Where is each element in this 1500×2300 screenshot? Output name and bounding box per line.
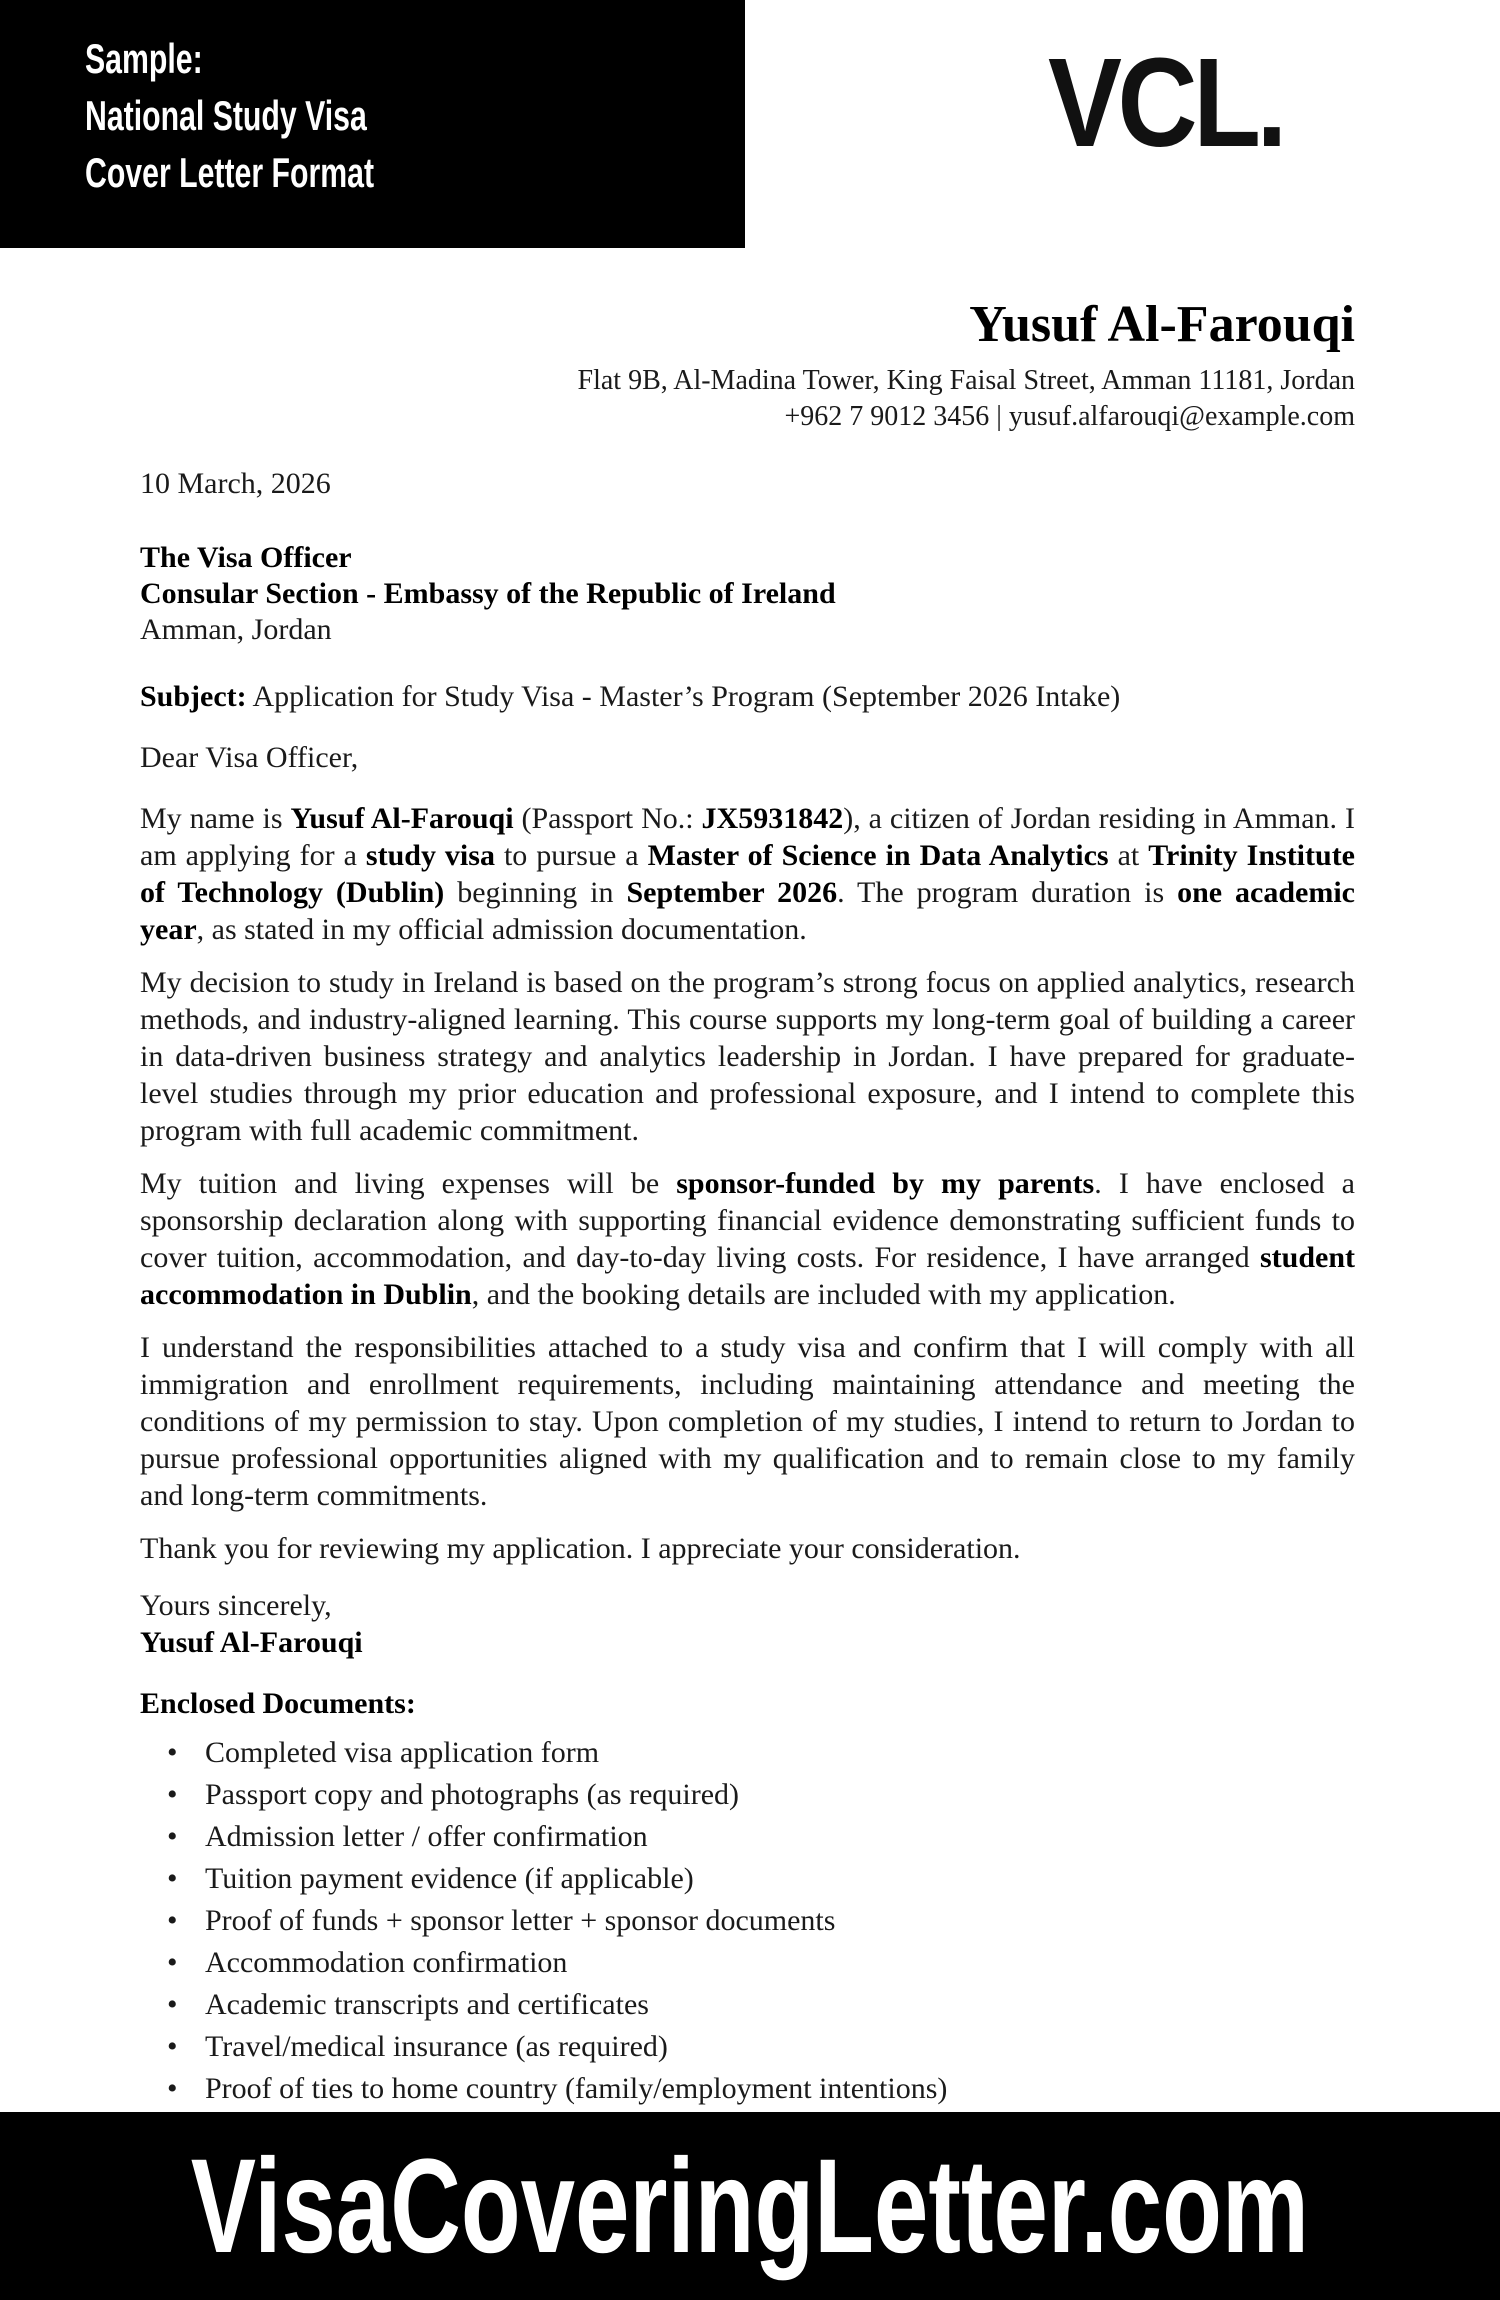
- closing-line: Yours sincerely,: [140, 1589, 332, 1622]
- paragraph-4: I understand the responsibilities attached to a study visa and confirm that I will comply with all immigration and enrollment requirements, including maintaining attendance and meeting the conditions of my permission to stay. Upon completion of my studies, I intend to return to Jordan to pursue professional opportunities aligned with my qualification and to remain close to my family and long-term commitments.: [140, 1331, 1355, 1512]
- bullet-icon: •: [167, 1946, 178, 1979]
- list-item-text: Proof of funds + sponsor letter + sponsor documents: [205, 1904, 836, 1937]
- banner-line-3: Cover Letter Format: [85, 149, 375, 196]
- signature-name: Yusuf Al-Farouqi: [140, 1626, 363, 1659]
- list-item: [140, 1900, 1355, 1942]
- list-item: [140, 1732, 1355, 1774]
- paragraph-1: My name is Yusuf Al-Farouqi (Passport No.: JX5931842), a citizen of Jordan residing in Amman. I am applying for a study visa to pursue a Master of Science in Data Analytics at Trinity Institute of Technology (Dublin) beginning in September 2026. The program duration is one academic year, as stated in my official admission documentation.: [140, 802, 1355, 946]
- list-item: [140, 1942, 1355, 1984]
- sender-block: [140, 0, 1355, 435]
- vcl-logo: VCL.: [1048, 32, 1283, 173]
- cover-letter: [140, 0, 1355, 2110]
- recipient-line-3: Amman, Jordan: [140, 613, 332, 646]
- bullet-icon: •: [167, 2030, 178, 2063]
- sender-address: Flat 9B, Al-Madina Tower, King Faisal Street, Amman 11181, Jordan: [577, 365, 1355, 396]
- list-item-text: Proof of ties to home country (family/employment intentions): [205, 2072, 948, 2105]
- bullet-icon: •: [167, 1862, 178, 1895]
- sender-contact: +962 7 9012 3456 | yusuf.alfarouqi@example.com: [784, 401, 1355, 432]
- subject-line: Subject: Application for Study Visa - Master’s Program (September 2026 Intake): [140, 680, 1121, 713]
- bullet-icon: •: [167, 1820, 178, 1853]
- list-item-text: Tuition payment evidence (if applicable): [205, 1862, 694, 1895]
- list-item: [140, 2026, 1355, 2068]
- enclosed-documents-heading: Enclosed Documents:: [140, 1687, 416, 1720]
- paragraph-3: My tuition and living expenses will be sponsor-funded by my parents. I have enclosed a sponsorship declaration along with supporting financial evidence demonstrating sufficient funds to cover tuition, accommodation, and day-to-day living costs. For residence, I have arranged student accommodation in Dublin, and the booking details are included with my application.: [140, 1167, 1355, 1311]
- list-item: [140, 1858, 1355, 1900]
- paragraph-2: My decision to study in Ireland is based on the program’s strong focus on applied analytics, research methods, and industry-aligned learning. This course supports my long-term goal of building a career in data-driven business strategy and analytics leadership in Jordan. I have prepared for graduate-level studies through my prior education and professional exposure, and I intend to complete this program with full academic commitment.: [140, 966, 1355, 1147]
- banner-line-2: National Study Visa: [85, 92, 367, 139]
- list-item-text: Travel/medical insurance (as required): [205, 2030, 668, 2063]
- list-item-text: Passport copy and photographs (as required): [205, 1778, 740, 1811]
- list-item-text: Admission letter / offer confirmation: [205, 1820, 648, 1853]
- banner-line-1: Sample:: [85, 35, 203, 82]
- bullet-icon: •: [167, 1778, 178, 1811]
- list-item: [140, 1984, 1355, 2026]
- recipient-block: [140, 540, 1355, 648]
- bullet-icon: •: [167, 2072, 178, 2105]
- salutation: Dear Visa Officer,: [140, 741, 359, 774]
- list-item-text: Completed visa application form: [205, 1736, 600, 1769]
- list-item: [140, 1816, 1355, 1858]
- thanks-line: Thank you for reviewing my application. I appreciate your consideration.: [140, 1532, 1021, 1565]
- footer-bar: [0, 2112, 1500, 2300]
- list-item-text: Accommodation confirmation: [205, 1946, 568, 1979]
- bullet-icon: •: [167, 1988, 178, 2021]
- list-item: [140, 2068, 1355, 2110]
- sender-name: Yusuf Al-Farouqi: [969, 296, 1355, 353]
- list-item-text: Academic transcripts and certificates: [205, 1988, 649, 2021]
- enclosed-documents-list: [140, 1732, 1355, 2110]
- list-item: [140, 1774, 1355, 1816]
- footer-site-name: VisaCoveringLetter.com: [190, 2131, 1310, 2281]
- letter-date: 10 March, 2026: [140, 467, 331, 500]
- recipient-line-2: Consular Section - Embassy of the Republic of Ireland: [140, 577, 836, 610]
- recipient-line-1: The Visa Officer: [140, 541, 352, 574]
- bullet-icon: •: [167, 1904, 178, 1937]
- bullet-icon: •: [167, 1736, 178, 1769]
